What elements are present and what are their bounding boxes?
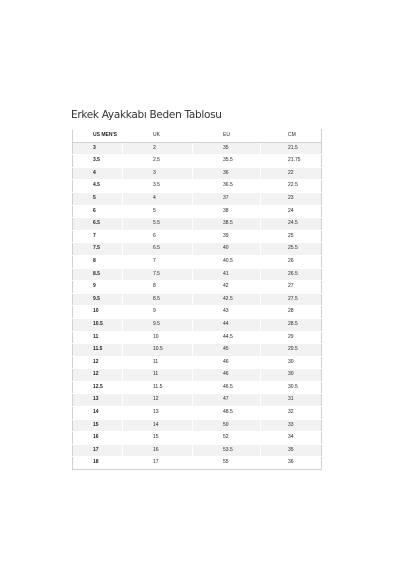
uk-cell: 8.5 <box>123 293 193 306</box>
cm-cell: 31 <box>261 394 322 407</box>
table-row <box>73 432 322 445</box>
eu-cell: 38 <box>193 205 261 218</box>
cm-cell: 33 <box>261 419 322 432</box>
us-mens-cell: 10.5 <box>73 318 123 331</box>
cm-cell: 35 <box>261 444 322 457</box>
us-mens-cell: 7 <box>73 230 123 243</box>
table-row <box>73 293 322 306</box>
table-row <box>73 394 322 407</box>
us-mens-cell: 4 <box>73 167 123 180</box>
uk-cell: 6 <box>123 230 193 243</box>
table-row <box>73 192 322 205</box>
eu-cell: 42 <box>193 281 261 294</box>
cm-cell: 27.5 <box>261 293 322 306</box>
cm-cell: 30 <box>261 369 322 382</box>
table-row <box>73 180 322 193</box>
uk-cell: 7 <box>123 255 193 268</box>
cm-cell: 27 <box>261 281 322 294</box>
table-row <box>73 142 322 155</box>
table-row <box>73 218 322 231</box>
uk-cell: 11 <box>123 369 193 382</box>
uk-cell: 4 <box>123 192 193 205</box>
eu-cell: 50 <box>193 419 261 432</box>
us-mens-cell: 5 <box>73 192 123 205</box>
eu-cell: 44 <box>193 318 261 331</box>
uk-cell: 17 <box>123 457 193 470</box>
cm-cell: 30 <box>261 356 322 369</box>
uk-cell: 10 <box>123 331 193 344</box>
eu-cell: 45 <box>193 344 261 357</box>
uk-cell: 7.5 <box>123 268 193 281</box>
cm-cell: 29 <box>261 331 322 344</box>
cm-cell: 21.5 <box>261 142 322 155</box>
eu-cell: 35 <box>193 142 261 155</box>
eu-cell: 52 <box>193 432 261 445</box>
uk-cell: 9 <box>123 306 193 319</box>
eu-cell: 42.5 <box>193 293 261 306</box>
us-mens-cell: 8 <box>73 255 123 268</box>
table-row <box>73 356 322 369</box>
size-chart-table <box>72 129 322 470</box>
uk-cell: 15 <box>123 432 193 445</box>
us-mens-cell: 6 <box>73 205 123 218</box>
us-mens-cell: 3.5 <box>73 155 123 168</box>
table-header-row <box>73 130 322 143</box>
us-mens-cell: 4.5 <box>73 180 123 193</box>
cm-cell: 32 <box>261 407 322 420</box>
table-row <box>73 457 322 470</box>
us-mens-cell: 9 <box>73 281 123 294</box>
uk-cell: 9.5 <box>123 318 193 331</box>
eu-cell: 40 <box>193 243 261 256</box>
eu-cell: 53.5 <box>193 444 261 457</box>
table-row <box>73 369 322 382</box>
cm-cell: 28.5 <box>261 318 322 331</box>
us-mens-cell: 10 <box>73 306 123 319</box>
table-row <box>73 331 322 344</box>
cm-cell: 24 <box>261 205 322 218</box>
us-mens-cell: 17 <box>73 444 123 457</box>
page-title: Erkek Ayakkabı Beden Tablosu <box>71 109 222 121</box>
cm-cell: 26 <box>261 255 322 268</box>
eu-cell: 48.5 <box>193 407 261 420</box>
cm-cell: 30.5 <box>261 381 322 394</box>
cm-cell: 28 <box>261 306 322 319</box>
us-mens-cell: 6.5 <box>73 218 123 231</box>
table-row <box>73 407 322 420</box>
header-uk: UK <box>123 130 193 143</box>
header-cm: CM <box>261 130 322 143</box>
uk-cell: 6.5 <box>123 243 193 256</box>
table-row <box>73 444 322 457</box>
us-mens-cell: 7.5 <box>73 243 123 256</box>
table-row <box>73 306 322 319</box>
table-row <box>73 419 322 432</box>
eu-cell: 40.5 <box>193 255 261 268</box>
header-eu: EU <box>193 130 261 143</box>
table-row <box>73 167 322 180</box>
eu-cell: 37 <box>193 192 261 205</box>
eu-cell: 47 <box>193 394 261 407</box>
table-row <box>73 205 322 218</box>
uk-cell: 16 <box>123 444 193 457</box>
us-mens-cell: 11 <box>73 331 123 344</box>
us-mens-cell: 12 <box>73 369 123 382</box>
eu-cell: 46.5 <box>193 381 261 394</box>
header-us-mens: US MEN'S <box>73 130 123 143</box>
table-row <box>73 344 322 357</box>
eu-cell: 41 <box>193 268 261 281</box>
uk-cell: 2 <box>123 142 193 155</box>
cm-cell: 24.5 <box>261 218 322 231</box>
us-mens-cell: 18 <box>73 457 123 470</box>
uk-cell: 14 <box>123 419 193 432</box>
cm-cell: 22.5 <box>261 180 322 193</box>
uk-cell: 5 <box>123 205 193 218</box>
cm-cell: 34 <box>261 432 322 445</box>
uk-cell: 2.5 <box>123 155 193 168</box>
uk-cell: 11 <box>123 356 193 369</box>
eu-cell: 39 <box>193 230 261 243</box>
cm-cell: 26.5 <box>261 268 322 281</box>
eu-cell: 36 <box>193 167 261 180</box>
us-mens-cell: 9.5 <box>73 293 123 306</box>
uk-cell: 11.5 <box>123 381 193 394</box>
uk-cell: 10.5 <box>123 344 193 357</box>
eu-cell: 43 <box>193 306 261 319</box>
uk-cell: 12 <box>123 394 193 407</box>
eu-cell: 38.5 <box>193 218 261 231</box>
uk-cell: 5.5 <box>123 218 193 231</box>
table-row <box>73 318 322 331</box>
eu-cell: 44.5 <box>193 331 261 344</box>
cm-cell: 21.75 <box>261 155 322 168</box>
us-mens-cell: 14 <box>73 407 123 420</box>
table-row <box>73 155 322 168</box>
eu-cell: 46 <box>193 369 261 382</box>
us-mens-cell: 13 <box>73 394 123 407</box>
cm-cell: 22 <box>261 167 322 180</box>
cm-cell: 23 <box>261 192 322 205</box>
us-mens-cell: 12 <box>73 356 123 369</box>
eu-cell: 36.5 <box>193 180 261 193</box>
eu-cell: 55 <box>193 457 261 470</box>
us-mens-cell: 12.5 <box>73 381 123 394</box>
eu-cell: 46 <box>193 356 261 369</box>
us-mens-cell: 11.5 <box>73 344 123 357</box>
table-row <box>73 268 322 281</box>
uk-cell: 13 <box>123 407 193 420</box>
us-mens-cell: 8.5 <box>73 268 123 281</box>
uk-cell: 3.5 <box>123 180 193 193</box>
table-row <box>73 381 322 394</box>
table-body <box>73 142 322 469</box>
cm-cell: 29.5 <box>261 344 322 357</box>
uk-cell: 3 <box>123 167 193 180</box>
us-mens-cell: 3 <box>73 142 123 155</box>
table-row <box>73 243 322 256</box>
table-row <box>73 255 322 268</box>
table-row <box>73 281 322 294</box>
cm-cell: 25.5 <box>261 243 322 256</box>
cm-cell: 25 <box>261 230 322 243</box>
cm-cell: 36 <box>261 457 322 470</box>
table-row <box>73 230 322 243</box>
eu-cell: 35.5 <box>193 155 261 168</box>
us-mens-cell: 16 <box>73 432 123 445</box>
us-mens-cell: 15 <box>73 419 123 432</box>
uk-cell: 8 <box>123 281 193 294</box>
